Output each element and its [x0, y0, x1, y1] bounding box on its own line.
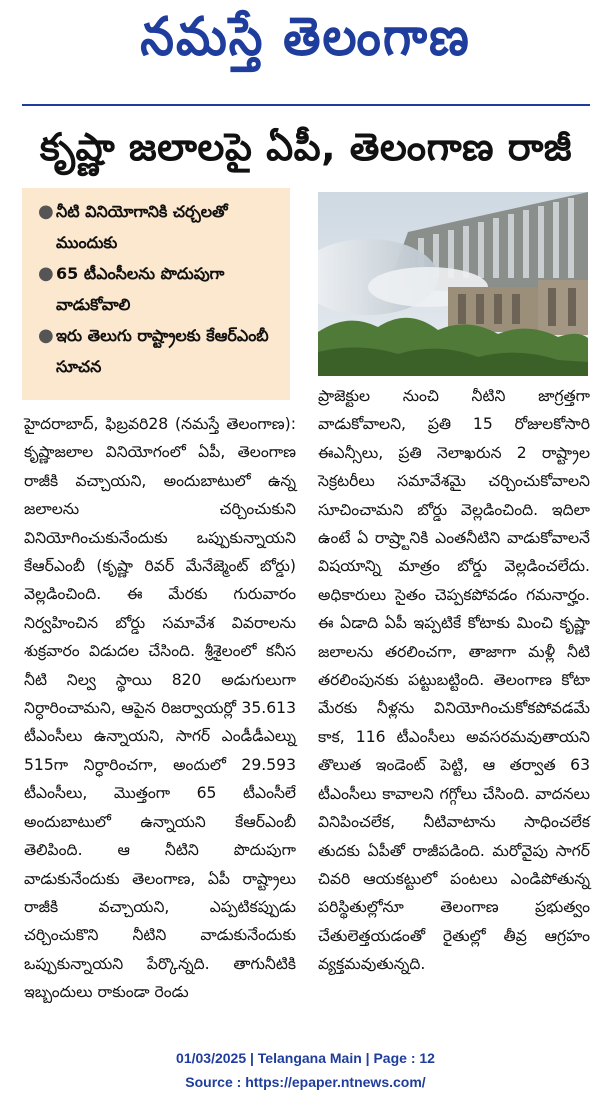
highlight-item [36, 258, 282, 320]
bullet-icon: ● [38, 201, 54, 222]
highlight-item [36, 196, 282, 258]
masthead-rule [22, 104, 590, 106]
body-paragraph: హైదరాబాద్, ఫిబ్రవరి28 (నమస్తే తెలంగాణ): కృష్ణాజలాల వినియోగంలో ఏపీ, తెలంగాణ రాజీకి వచ్చాయని, అందుబాటులో ఉన్న జలాలను చర్చించుకుని వినియోగించుకునేందుకు ఒప్పుకున్నాయని కేఆర్ఎంబీ (కృష్ణా రివర్ మేనేజ్మెంట్ బోర్డు) వెల్లడించింది. ఈ మేరకు గురువారం నిర్వహించిన బోర్డు సమావేశ వివరాలను శుక్రవారం విడుదల చేసింది. శ్రీశైలంలో కనీస నీటి నిల్వ స్థాయి 820 అడుగులుగా నిర్ధారించామని, ఆపైన రిజర్వాయర్లో 35.613 టీఎంసీలు ఉన్నాయని, సాగర్ ఎండీడీఎల్ను 515గా నిర్ధారించగా, అందులో 29.593 టీఎంసీలు, మొత్తంగా 65 టీఎంసీలే అందుబాటులో ఉన్నాయని కేఆర్ఎంబీ తెలిపింది. ఆ నీటిని పొదుపుగా వాడుకునేందుకు తెలంగాణ, ఏపీ రాష్ట్రాలు రాజీకి వచ్చాయని, ఎప్పటికప్పుడు చర్చించుకొని నీటిని వాడుకునేందుకు ఒప్పుకున్నాయని పేర్కొన్నది. తాగునీటికి ఇబ్బందులు రాకుండా రెండు [24, 415, 296, 1002]
dam-spillway-illustration [318, 192, 588, 376]
footer-date-line: 01/03/2025 | Telangana Main | Page : 12 [176, 1050, 435, 1066]
highlight-text: నీటి వినియోగానికి చర్చలతో ముందుకు [56, 202, 228, 252]
bullet-icon: ● [38, 325, 54, 346]
footer-source-line: Source : https://epaper.ntnews.com/ [185, 1074, 426, 1090]
highlights-box [22, 188, 290, 400]
highlight-item [36, 320, 282, 382]
highlight-text: ఇరు తెలుగు రాష్ట్రాలకు కేఆర్ఎంబీ సూచన [56, 326, 269, 376]
dam-photo [318, 192, 588, 376]
highlight-text: 65 టీఎంసీలను పొదుపుగా వాడుకోవాలి [56, 264, 225, 314]
article-body-left [24, 410, 296, 1007]
masthead: నమస్తే తెలంగాణ [140, 6, 471, 68]
body-paragraph: ప్రాజెక్టుల నుంచి నీటిని జాగ్రత్తగా వాడుకోవాలని, ప్రతి 15 రోజులకోసారి ఈఎన్సీలు, ప్రతి నెలాఖరున 2 రాష్ట్రాల సెక్రటరీలు సమావేశమై చర్చించుకోవాలని సూచించామని బోర్డు వెల్లడించింది. ఇదిలా ఉంటే ఏ రాష్ర్టానికి ఎంతనీటిని వాడుకోవాలనే విషయాన్ని మాత్రం బోర్డు వెల్లడించలేదు. అధికారులు సైతం చెప్పకపోవడం గమనార్హం. ఈ ఏడాది ఏపీ ఇప్పటికే కోటాకు మించి కృష్ణా జలాలను తరలించగా, తాజాగా మళ్లీ నీటి తరలింపునకు పట్టుబట్టింది. తెలంగాణ కోటా మేరకు నీళ్లను వినియోగించుకోకపోవడమే కాక, 116 టీఎంసీలు అవసరమవుతాయని తొలుత ఇండెంట్ పెట్టి, ఆ తర్వాత 63 టీఎంసీలు కావాలని గగ్గోలు చేసింది. వాదనలు వినిపించలేక, నీటివాటాను సాధించలేక తుదకు ఏపీతో రాజీపడింది. మరోవైపు సాగర్ చివరి ఆయకట్టులో పంటలు ఎండిపోతున్న పరిస్థితుల్లోనూ తెలంగాణ ప్రభుత్వం చేతులెత్తయడంతో రైతుల్లో తీవ్ర ఆగ్రహం వ్యక్తమవుతున్నది. [318, 387, 590, 974]
highlights-list [22, 188, 290, 382]
headline: కృష్ణా జలాలపై ఏపీ, తెలంగాణ రాజీ [39, 125, 573, 169]
article-body-right [318, 382, 590, 979]
bullet-icon: ● [38, 263, 54, 284]
